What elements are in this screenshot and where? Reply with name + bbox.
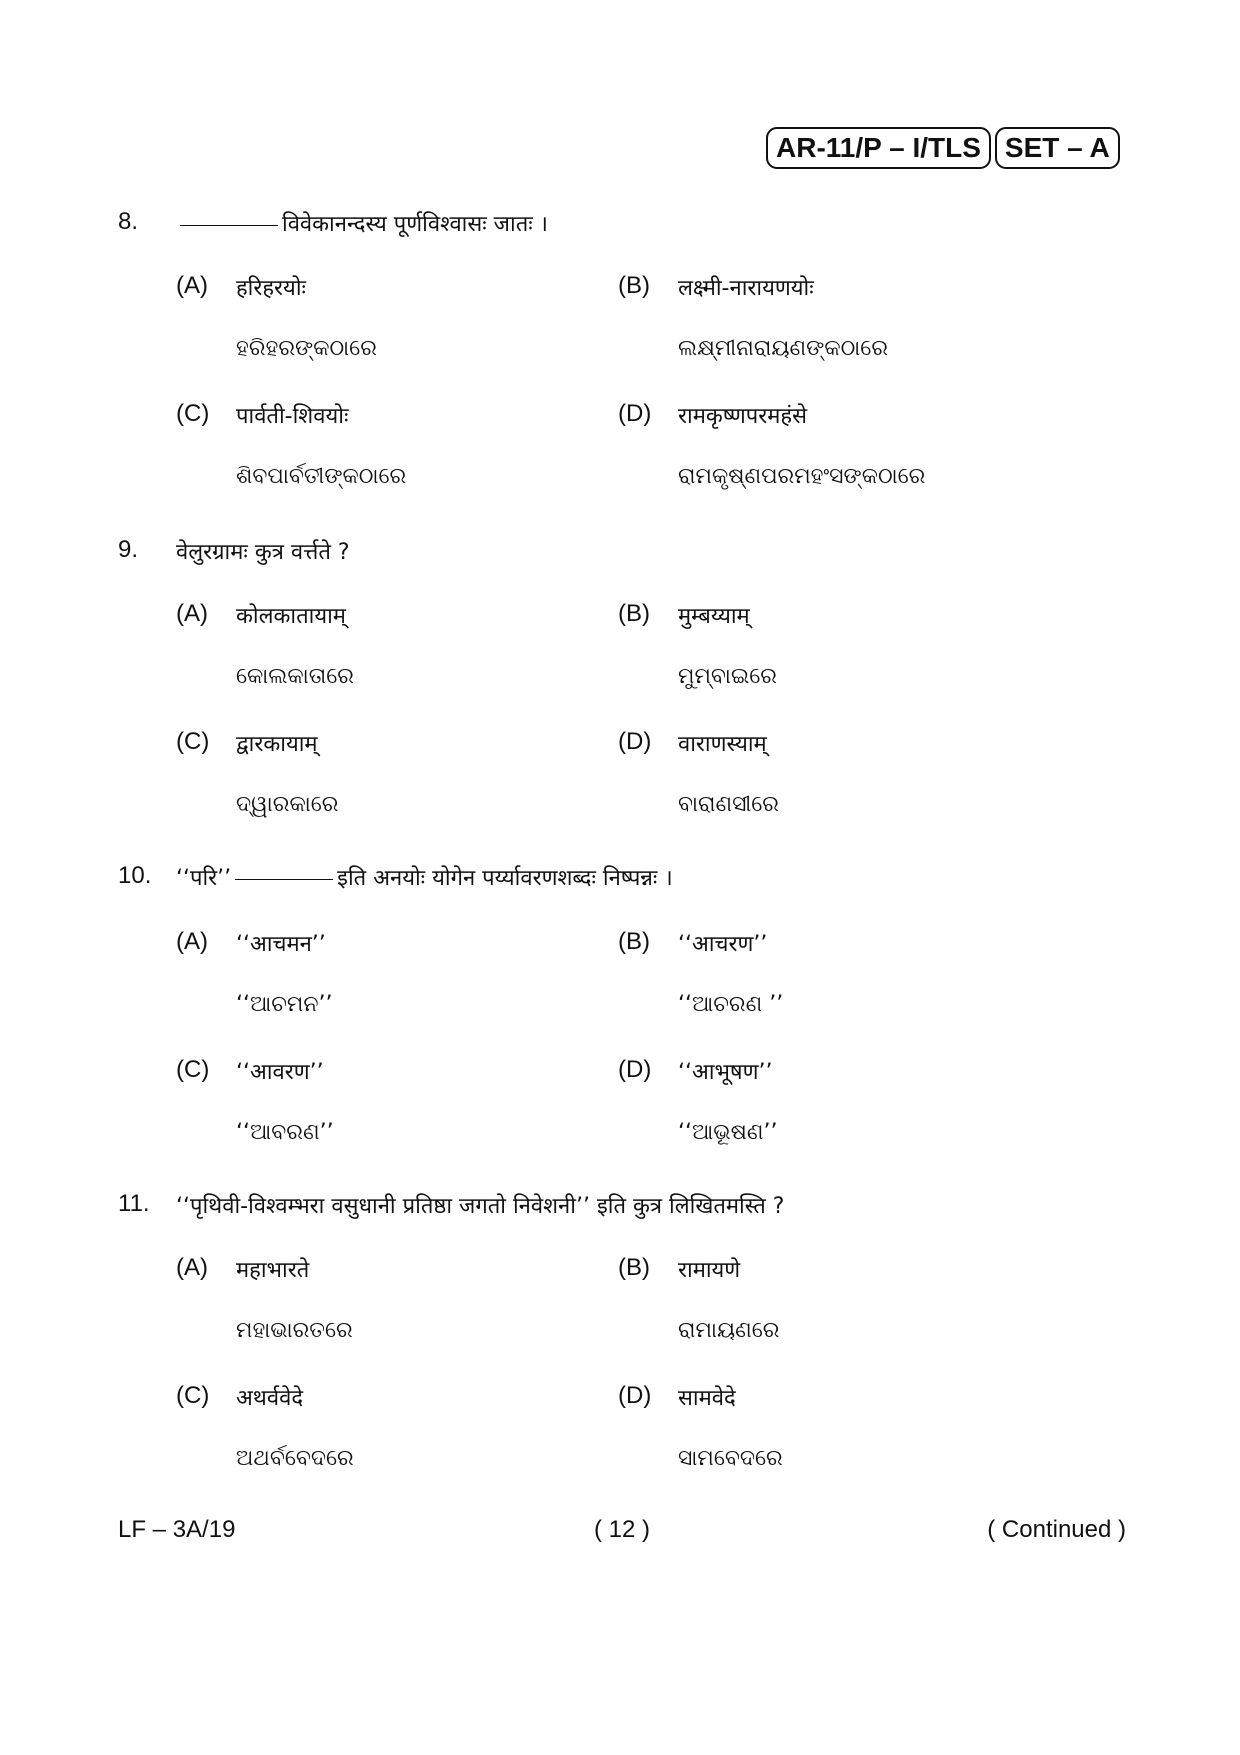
option-text: सामवेदे xyxy=(678,1386,736,1411)
question-number: 11. xyxy=(118,1190,150,1217)
option-text: ‘‘आचरण’’ xyxy=(678,932,768,957)
option-label: (D) xyxy=(618,1382,652,1409)
question-number: 9. xyxy=(118,536,139,563)
option-translation: ‘‘ଆଭୂଷଣ’’ xyxy=(678,1120,778,1145)
question-text-part: इति अनयोः योगेन पर्य्यावरणशब्दः निष्पन्नः । xyxy=(337,866,673,891)
option-text: कोलकातायाम् xyxy=(236,604,346,629)
question-number: 8. xyxy=(118,208,139,235)
option-text: द्वारकायाम् xyxy=(236,732,318,757)
option-translation: ହରିହରଙ୍କଠାରେ xyxy=(236,336,377,361)
option-text: महाभारते xyxy=(236,1258,310,1283)
option-text: लक्ष्मी-नारायणयोः xyxy=(678,276,814,301)
option-translation: ସାମବେଦରେ xyxy=(678,1446,783,1471)
option-label: (D) xyxy=(618,400,652,427)
footer-code: LF – 3A/19 xyxy=(118,1516,236,1543)
option-translation: ‘‘ଆଚମନ’’ xyxy=(236,992,333,1017)
option-label: (C) xyxy=(176,1056,210,1083)
option-text: ‘‘आचमन’’ xyxy=(236,932,326,957)
option-translation: ବାରାଣସୀରେ xyxy=(678,792,779,817)
option-translation: ‘‘ଆବରଣ’’ xyxy=(236,1120,334,1145)
option-label: (C) xyxy=(176,1382,210,1409)
question-text-part: विवेकानन्दस्य पूर्णविश्वासः जातः । xyxy=(282,212,549,237)
fill-blank xyxy=(235,879,333,880)
question-text xyxy=(176,862,673,892)
continued-label: ( Continued ) xyxy=(987,1516,1126,1543)
question-text xyxy=(176,208,548,238)
option-label: (C) xyxy=(176,728,210,755)
option-text: ‘‘आवरण’’ xyxy=(236,1060,324,1085)
option-translation: ରାମକୃଷ୍ଣପରମହଂସଙ୍କଠାରେ xyxy=(678,464,926,489)
option-label: (B) xyxy=(618,272,650,299)
option-translation: ମହାଭାରତରେ xyxy=(236,1318,353,1343)
option-translation: ‘‘ଆଚରଣ ’’ xyxy=(678,992,784,1017)
option-text: हरिहरयोः xyxy=(236,276,306,301)
option-label: (A) xyxy=(176,272,208,299)
option-label: (D) xyxy=(618,728,652,755)
question-text: वेलुरग्रामः कुत्र वर्त्तते ? xyxy=(176,540,350,565)
fill-blank xyxy=(180,225,278,226)
set-box: SET – A xyxy=(995,127,1120,169)
option-translation: ଦ୍ୱାରକାରେ xyxy=(236,792,339,817)
question-text: ‘‘पृथिवी-विश्वम्भरा वसुधानी प्रतिष्ठा जगतो निवेशनी’’ इति कुत्र लिखितमस्ति ? xyxy=(176,1194,785,1219)
option-text: रामायणे xyxy=(678,1258,741,1283)
option-label: (B) xyxy=(618,600,650,627)
option-translation: କୋଲକାତାରେ xyxy=(236,664,354,689)
page-header xyxy=(766,127,1120,169)
page-number: ( 12 ) xyxy=(594,1516,651,1543)
option-text: पार्वती-शिवयोः xyxy=(236,404,349,429)
option-text: वाराणस्याम् xyxy=(678,732,767,757)
option-text: अथर्ववेदे xyxy=(236,1386,304,1411)
option-label: (A) xyxy=(176,928,208,955)
option-text: रामकृष्णपरमहंसे xyxy=(678,404,807,429)
paper-code-box: AR-11/P – I/TLS xyxy=(766,127,991,169)
question-number: 10. xyxy=(118,862,152,889)
option-translation: ମୁମ୍ବାଇରେ xyxy=(678,664,777,689)
option-label: (B) xyxy=(618,928,650,955)
option-translation: ଲକ୍ଷ୍ମୀନାରାୟଣଙ୍କଠାରେ xyxy=(678,336,888,361)
option-translation: ରାମାୟଣରେ xyxy=(678,1318,780,1343)
option-label: (A) xyxy=(176,600,208,627)
question-text-part: ‘‘परि’’ xyxy=(176,866,232,891)
option-translation: ଅଥର୍ବବେଦରେ xyxy=(236,1446,354,1471)
option-label: (C) xyxy=(176,400,210,427)
option-label: (D) xyxy=(618,1056,652,1083)
option-text: मुम्बय्याम् xyxy=(678,604,750,629)
option-text: ‘‘आभूषण’’ xyxy=(678,1060,773,1085)
option-label: (A) xyxy=(176,1254,208,1281)
option-translation: ଶିବପାର୍ବତୀଙ୍କଠାରେ xyxy=(236,464,407,489)
option-label: (B) xyxy=(618,1254,650,1281)
